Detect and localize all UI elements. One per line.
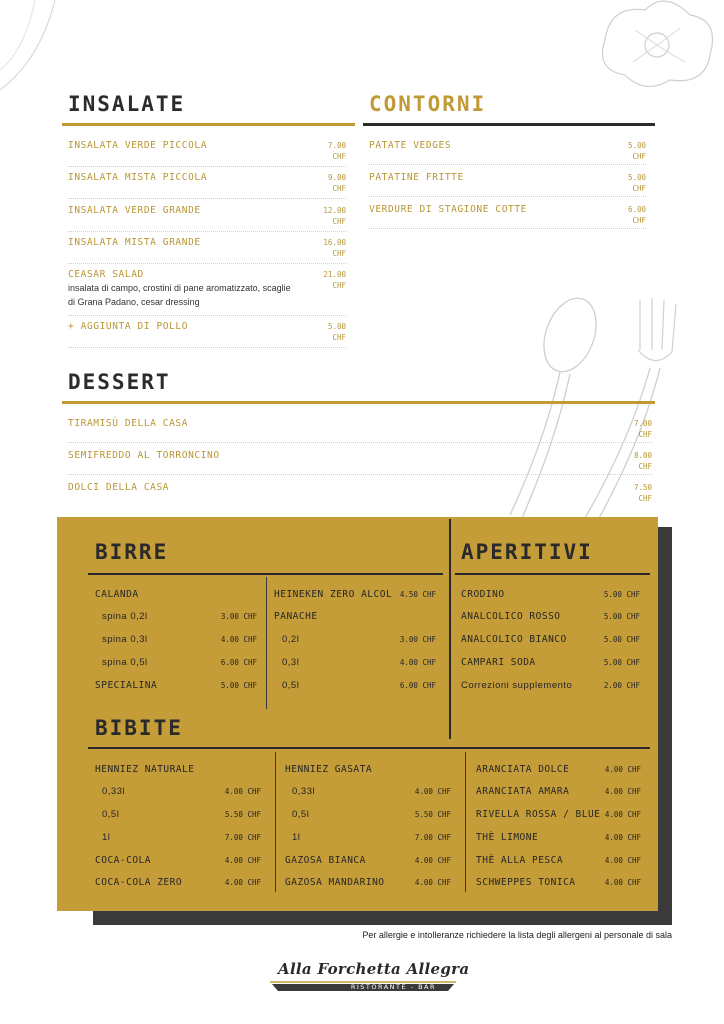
bibite-rule xyxy=(88,747,650,749)
aperitivi-price: 5.00 CHF xyxy=(603,612,640,621)
dessert-rule xyxy=(62,401,655,404)
allergy-note: Per allergie e intolleranze richiedere la lista degli allergeni al personale di sala xyxy=(362,930,672,940)
bibite-price: 4.00 CHF xyxy=(414,878,451,887)
item-price: 16.00 CHF xyxy=(323,238,346,258)
birre-item: HEINEKEN ZERO ALCOL xyxy=(274,589,393,600)
item-name: INSALATA VERDE PICCOLA xyxy=(68,140,208,151)
aperitivi-price: 5.00 CHF xyxy=(603,590,640,599)
bibite-item: HENNIEZ NATURALE xyxy=(95,764,195,775)
bibite-column-divider xyxy=(275,752,276,892)
aperitivi-price: 5.00 CHF xyxy=(603,635,640,644)
bibite-title: BIBITE xyxy=(95,716,183,740)
list-item xyxy=(68,140,346,167)
bibite-item: THÈ ALLA PESCA xyxy=(476,855,564,866)
bibite-item: 1l xyxy=(102,832,111,843)
drinks-panel xyxy=(57,517,658,911)
item-price: 7.00 CHF xyxy=(327,141,346,161)
item-name: VERDURE DI STAGIONE COTTE xyxy=(369,204,527,215)
item-price: 8.00 CHF xyxy=(633,451,652,471)
birre-item: SPECIALINA xyxy=(95,680,158,691)
list-item xyxy=(369,172,646,197)
insalate-rule xyxy=(62,123,355,126)
birre-price: 6.00 CHF xyxy=(220,658,257,667)
item-name: + AGGIUNTA DI POLLO xyxy=(68,321,189,332)
item-name: INSALATA MISTA GRANDE xyxy=(68,237,201,248)
birre-price: 4.00 CHF xyxy=(220,635,257,644)
bibite-price: 4.00 CHF xyxy=(224,856,261,865)
birre-item: 0,2l xyxy=(282,634,300,645)
list-item xyxy=(68,482,652,504)
bibite-item: 0,5l xyxy=(292,809,310,820)
item-price: 21.00 CHF xyxy=(323,270,346,290)
bibite-price: 7.00 CHF xyxy=(414,833,451,842)
birre-price: 5.00 CHF xyxy=(220,681,257,690)
bibite-price: 4.00 CHF xyxy=(604,878,641,887)
list-item xyxy=(68,269,346,316)
list-item xyxy=(369,204,646,229)
bibite-price: 4.00 CHF xyxy=(604,833,641,842)
bibite-price: 4.00 CHF xyxy=(224,787,261,796)
aperitivi-price: 5.00 CHF xyxy=(603,658,640,667)
birre-price: 3.00 CHF xyxy=(220,612,257,621)
birre-price: 6.00 CHF xyxy=(399,681,436,690)
bibite-item: ARANCIATA AMARA xyxy=(476,786,570,797)
logo-subtext: RISTORANTE - BAR xyxy=(350,983,436,991)
item-price: 7.00 CHF xyxy=(633,419,652,439)
bibite-item: GAZOSA BIANCA xyxy=(285,855,366,866)
bibite-column-divider xyxy=(465,752,466,892)
birre-item: PANACHE xyxy=(274,611,318,622)
list-item xyxy=(68,205,346,232)
birre-item: spina 0,2l xyxy=(102,611,148,622)
aperitivi-item: ANALCOLICO ROSSO xyxy=(461,611,561,622)
bibite-price: 4.00 CHF xyxy=(414,787,451,796)
item-price: 6.00 CHF xyxy=(627,205,646,225)
list-item xyxy=(369,140,646,165)
birre-item: 0,5l xyxy=(282,680,300,691)
bibite-item: COCA-COLA ZERO xyxy=(95,877,183,888)
bibite-item: 0,33l xyxy=(292,786,316,797)
flower-sketch-icon xyxy=(595,0,724,92)
item-name: CEASAR SALAD xyxy=(68,269,144,280)
bibite-price: 4.00 CHF xyxy=(414,856,451,865)
item-name: INSALATA MISTA PICCOLA xyxy=(68,172,208,183)
birre-title: BIRRE xyxy=(95,540,169,564)
bibite-price: 5.50 CHF xyxy=(414,810,451,819)
list-item xyxy=(68,418,652,443)
birre-item: CALANDA xyxy=(95,589,139,600)
item-name: DOLCI DELLA CASA xyxy=(68,482,170,493)
item-name: TIRAMISÙ DELLA CASA xyxy=(68,418,189,429)
bibite-price: 4.00 CHF xyxy=(604,856,641,865)
bibite-price: 5.50 CHF xyxy=(224,810,261,819)
plate-sketch-icon xyxy=(0,0,60,100)
item-name: INSALATA VERDE GRANDE xyxy=(68,205,201,216)
bibite-item: SCHWEPPES TONICA xyxy=(476,877,576,888)
bibite-item: 0,33l xyxy=(102,786,126,797)
panel-divider xyxy=(449,519,451,739)
logo-text: Alla Forchetta Allegra xyxy=(278,960,470,978)
item-price: 7.50 CHF xyxy=(633,483,652,503)
bibite-price: 7.00 CHF xyxy=(224,833,261,842)
bibite-item: GAZOSA MANDARINO xyxy=(285,877,385,888)
item-description: insalata di campo, crostini di pane aromatizzato, scaglie di Grana Padano, cesar dressing xyxy=(68,283,291,307)
birre-column-divider xyxy=(266,577,267,709)
aperitivi-item: CAMPARI SODA xyxy=(461,657,536,668)
birre-price: 3.00 CHF xyxy=(399,635,436,644)
item-name: SEMIFREDDO AL TORRONCINO xyxy=(68,450,220,461)
aperitivi-title: APERITIVI xyxy=(461,540,593,564)
birre-item: spina 0,3l xyxy=(102,634,148,645)
item-price: 5.00 CHF xyxy=(627,141,646,161)
item-price: 12.00 CHF xyxy=(323,206,346,226)
birre-item: 0,3l xyxy=(282,657,300,668)
list-item xyxy=(68,172,346,199)
birre-rule xyxy=(88,573,443,575)
item-price: 5.00 CHF xyxy=(627,173,646,193)
bibite-item: HENNIEZ GASATA xyxy=(285,764,373,775)
list-item xyxy=(68,237,346,264)
bibite-item: 0,5l xyxy=(102,809,120,820)
bibite-item: THÈ LIMONE xyxy=(476,832,539,843)
contorni-title: CONTORNI xyxy=(369,92,487,116)
bibite-item: COCA-COLA xyxy=(95,855,151,866)
aperitivi-item: ANALCOLICO BIANCO xyxy=(461,634,567,645)
dessert-title: DESSERT xyxy=(68,370,171,394)
bibite-item: RIVELLA ROSSA / BLUE xyxy=(476,809,601,820)
bibite-item: 1l xyxy=(292,832,301,843)
aperitivi-item: CRODINO xyxy=(461,589,505,600)
birre-price: 4.00 CHF xyxy=(399,658,436,667)
item-price: 5.00 CHF xyxy=(327,322,346,342)
birre-price: 4.50 CHF xyxy=(399,590,436,599)
bibite-price: 4.00 CHF xyxy=(604,765,641,774)
bibite-price: 4.00 CHF xyxy=(604,787,641,796)
item-name: PATATINE FRITTE xyxy=(369,172,464,183)
list-item xyxy=(68,321,346,348)
aperitivi-rule xyxy=(455,573,650,575)
item-name: PATATE VEDGES xyxy=(369,140,452,151)
item-price: 9.00 CHF xyxy=(327,173,346,193)
aperitivi-item: Correzioni supplemento xyxy=(461,680,573,691)
aperitivi-price: 2.00 CHF xyxy=(603,681,640,690)
list-item xyxy=(68,450,652,475)
insalate-title: INSALATE xyxy=(68,92,186,116)
restaurant-logo xyxy=(270,958,470,994)
bibite-item: ARANCIATA DOLCE xyxy=(476,764,570,775)
birre-item: spina 0,5l xyxy=(102,657,148,668)
bibite-price: 4.00 CHF xyxy=(224,878,261,887)
contorni-rule xyxy=(363,123,655,126)
bibite-price: 4.00 CHF xyxy=(604,810,641,819)
